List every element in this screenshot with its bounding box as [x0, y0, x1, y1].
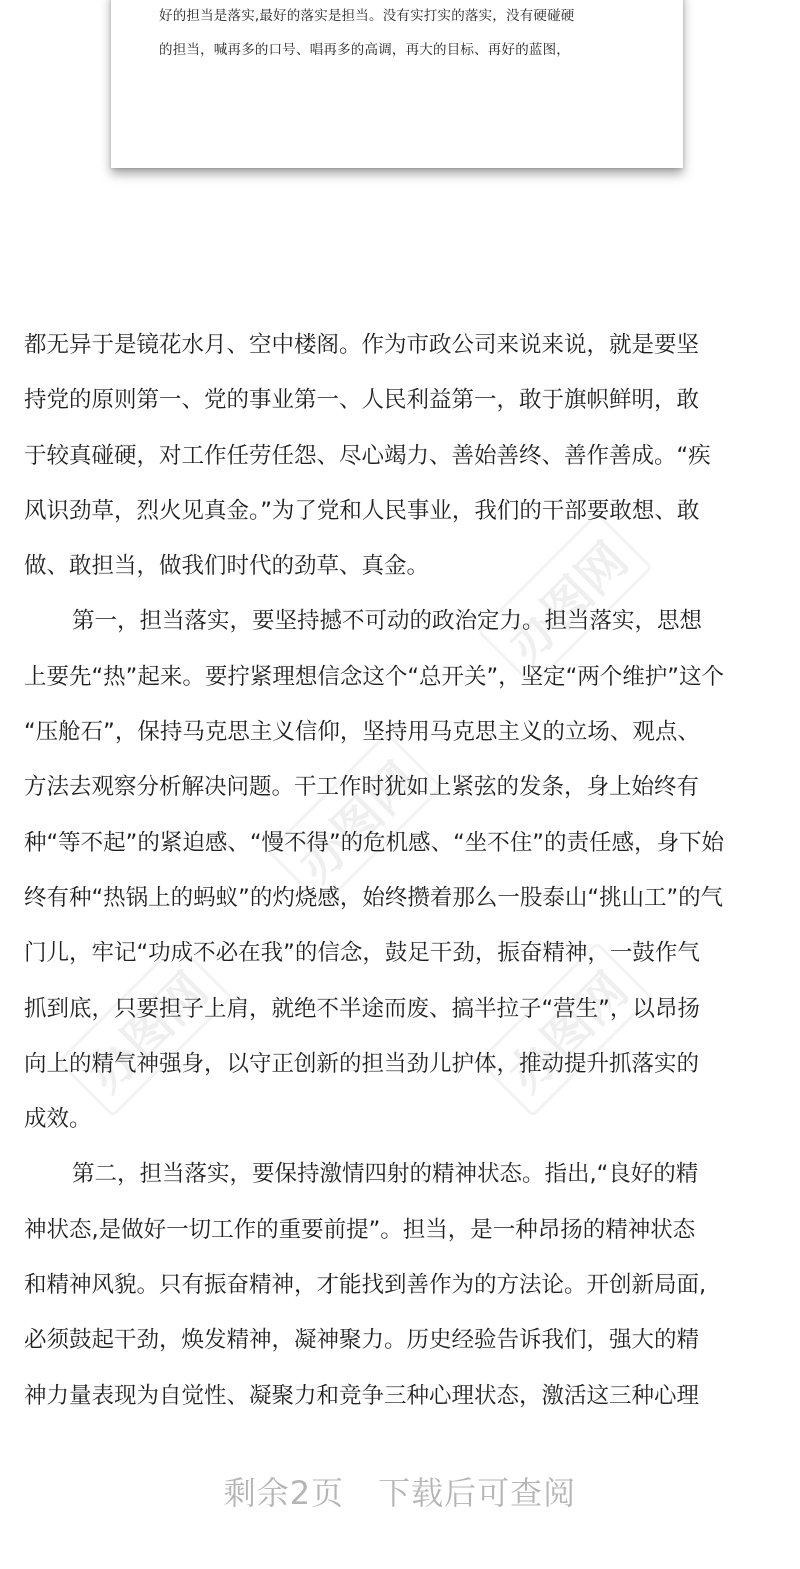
watermark-logo: 办图网	[477, 941, 653, 1117]
preview-line: 的担当，喊再多的口号、唱再多的高调，再大的目标、再好的蓝图，	[159, 42, 570, 58]
preview-line: 好的担当是落实,最好的落实是担当。没有实打实的落实，没有硬碰硬	[159, 8, 575, 24]
document-preview-card	[111, 0, 683, 168]
paragraph-first-line: 第二，担当落实，要保持激情四射的精神状态。指出,“良好的精	[72, 1161, 699, 1188]
watermark-logo: 办图网	[477, 511, 653, 687]
body-line: 终有种“热锅上的蚂蚁”的灼烧感，始终攒着那么一股泰山“挑山工”的气	[24, 884, 724, 911]
body-line: 门儿，牢记“功成不必在我”的信念，鼓足干劲，振奋精神，一鼓作气	[24, 940, 700, 967]
body-line: 持党的原则第一、党的事业第一、人民利益第一，敢于旗帜鲜明，敢	[24, 387, 700, 414]
body-line: 于较真碰硬，对工作任劳任怨、尽心竭力、善始善终、善作善成。“疾	[24, 442, 711, 469]
body-line: 风识劲草，烈火见真金。”为了党和人民事业，我们的干部要敢想、敢	[24, 497, 700, 524]
body-line: 必须鼓起干劲，焕发精神，凝神聚力。历史经验告诉我们，强大的精	[24, 1327, 700, 1354]
body-line: 抓到底，只要担子上肩，就绝不半途而废、搞半拉子“营生”，以昂扬	[24, 995, 700, 1022]
body-line: 方法去观察分析解决问题。干工作时犹如上紧弦的发条，身上始终有	[24, 774, 700, 801]
document-body	[24, 318, 784, 1424]
body-line: 神状态,是做好一切工作的重要前提”。担当，是一种昂扬的精神状态	[24, 1216, 696, 1243]
body-line: 神力量表现为自觉性、凝聚力和竞争三种心理状态，激活这三种心理	[24, 1382, 700, 1409]
body-line: 上要先“热”起来。要拧紧理想信念这个“总开关”，坚定“两个维护”这个	[24, 663, 724, 690]
body-line: 做、敢担当，做我们时代的劲草、真金。	[24, 553, 430, 580]
body-line: “压舱石”，保持马克思主义信仰，坚持用马克思主义的立场、观点、	[24, 719, 700, 746]
watermark-logo: 办图网	[267, 731, 443, 907]
watermark-logo: 办图网	[57, 941, 233, 1117]
body-line: 都无异于是镜花水月、空中楼阁。作为市政公司来说来说，就是要坚	[24, 332, 700, 358]
download-hint-label: 下载后可查阅	[378, 1474, 577, 1512]
body-line: 成效。	[24, 1106, 92, 1133]
body-line: 种“等不起”的紧迫感、“慢不得”的危机感、“坐不住”的责任感，身下始	[24, 829, 724, 856]
download-prompt[interactable]	[0, 1468, 800, 1514]
remaining-pages-label: 剩余2页	[223, 1474, 345, 1512]
paragraph-first-line: 第一，担当落实，要坚持撼不可动的政治定力。担当落实，思想	[72, 608, 703, 635]
body-line: 和精神风貌。只有振奋精神，才能找到善作为的方法论。开创新局面,	[24, 1272, 707, 1299]
body-line: 向上的精气神强身，以守正创新的担当劲儿护体，推动提升抓落实的	[24, 1050, 700, 1077]
